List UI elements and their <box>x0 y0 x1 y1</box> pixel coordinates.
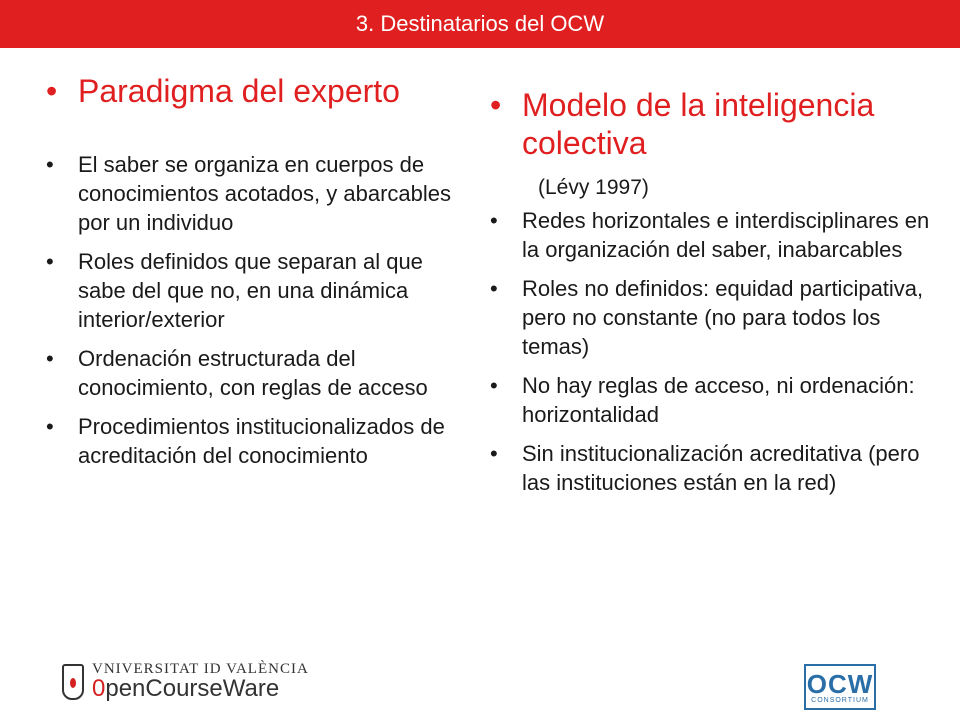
ocw-logo-subtext: CONSORTIUM <box>811 696 869 704</box>
uv-logo-bottom-text: 0penCourseWare <box>92 675 280 702</box>
bullet-icon: • <box>490 373 498 398</box>
list-item: • Procedimientos institucionalizados de acreditación del conocimiento <box>46 414 445 468</box>
right-subheading: (Lévy 1997) <box>538 176 649 199</box>
slide-title-bar <box>0 0 960 48</box>
uv-logo-top-text: VNIVERSITAT ID VALÈNCIA <box>92 661 309 677</box>
ocw-consortium-logo <box>804 664 876 710</box>
right-list <box>490 206 930 497</box>
bullet-icon: • <box>46 249 54 274</box>
bullet-icon: • <box>46 346 54 371</box>
right-heading <box>490 86 930 162</box>
left-column <box>46 72 466 480</box>
bullet-icon: • <box>490 276 498 301</box>
uv-opencourseware-logo <box>62 662 309 701</box>
left-heading <box>46 72 466 110</box>
list-item: • Ordenación estructurada del conocimiento, con reglas de acceso <box>46 346 428 400</box>
left-heading-text: Paradigma del experto <box>78 73 400 109</box>
right-heading-text: Modelo de la inteligencia colectiva <box>522 87 875 161</box>
slide-title: 3. Destinatarios del OCW <box>355 11 605 36</box>
list-item: • El saber se organiza en cuerpos de conocimientos acotados, y abarcables por un individuo <box>46 152 451 235</box>
bullet-icon: • <box>490 441 498 466</box>
list-item: • Roles definidos que separan al que sabe del que no, en una dinámica interior/exterior <box>46 249 423 332</box>
bullet-icon: • <box>490 208 498 233</box>
list-item: • Sin institucionalización acreditativa (pero las instituciones están en la red) <box>490 441 920 495</box>
left-list <box>46 150 466 470</box>
uv-shield-icon <box>62 664 84 700</box>
list-item: • No hay reglas de acceso, ni ordenación: horizontalidad <box>490 373 915 427</box>
bullet-icon: • <box>490 87 502 123</box>
list-item: • Redes horizontales e interdisciplinares en la organización del saber, inabarcables <box>490 208 930 262</box>
right-column <box>490 86 930 507</box>
list-item: • Roles no definidos: equidad participativa, pero no constante (no para todos los temas) <box>490 276 924 359</box>
bullet-icon: • <box>46 152 54 177</box>
bullet-icon: • <box>46 414 54 439</box>
bullet-icon: • <box>46 73 58 109</box>
ocw-logo-text: OCW <box>806 668 874 699</box>
